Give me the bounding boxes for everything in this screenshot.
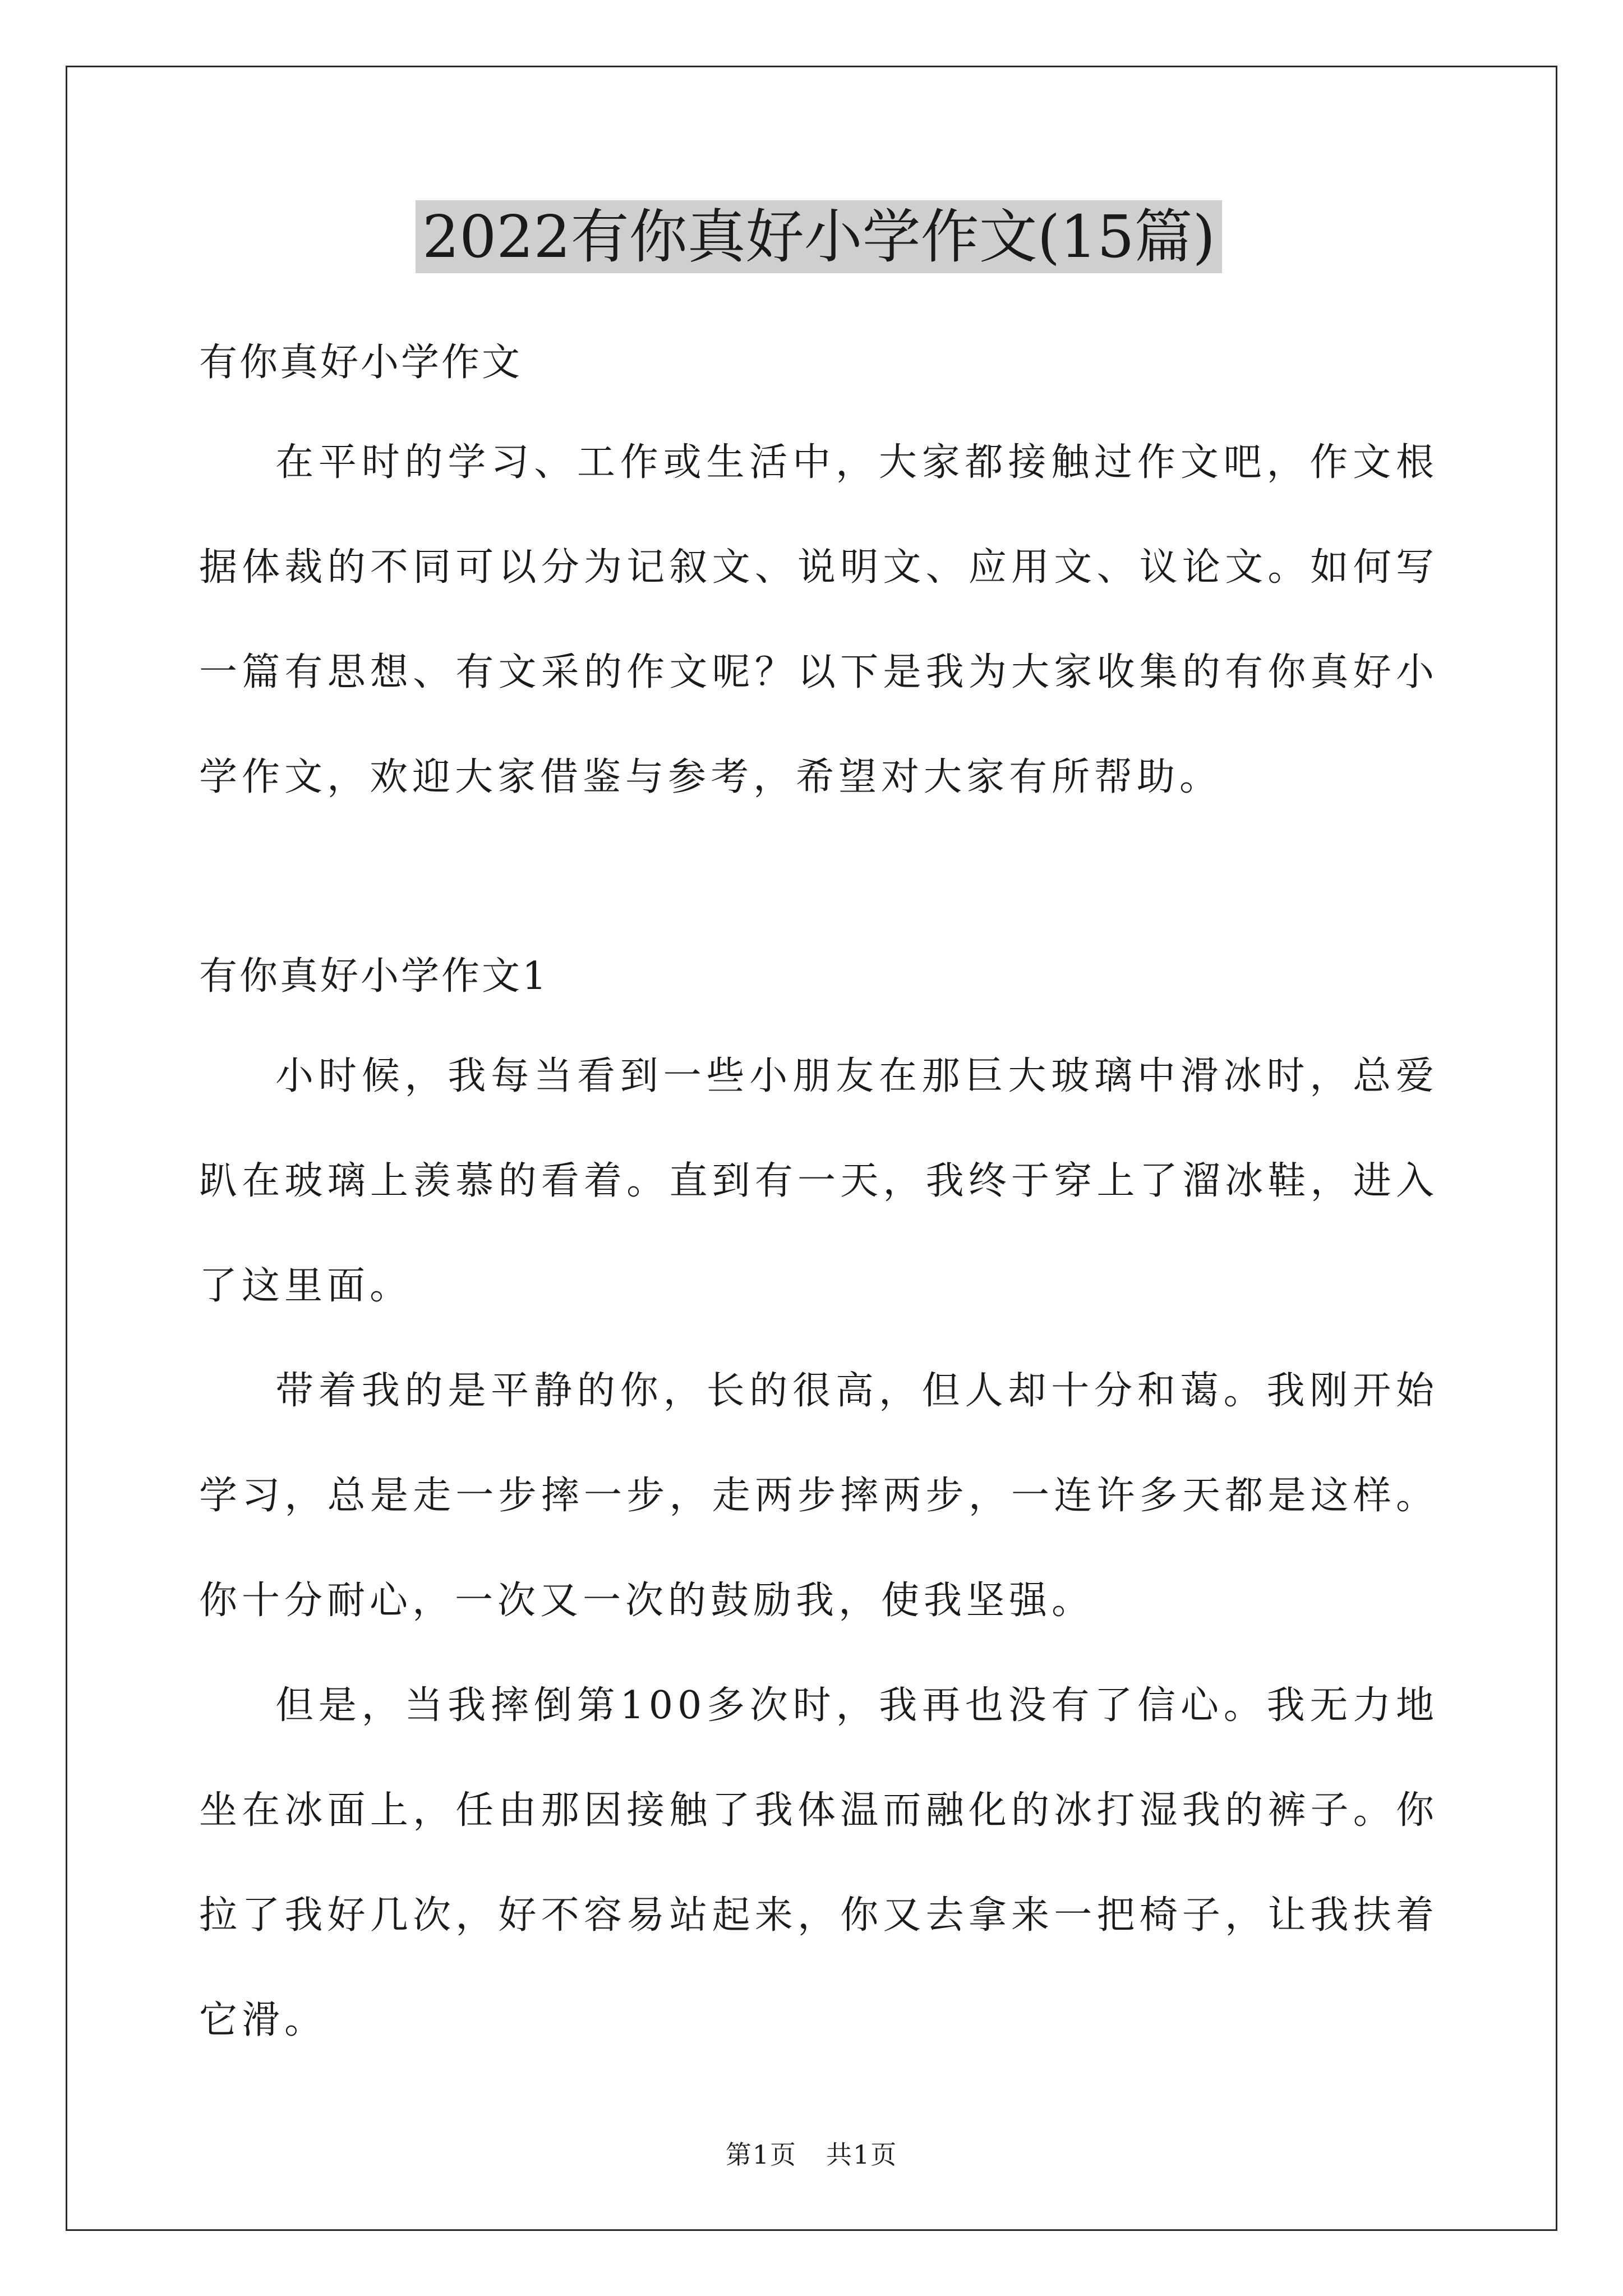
section-1-paragraph-3: 但是，当我摔倒第100多次时，我再也没有了信心。我无力地坐在冰面上，任由那因接触了我体温而融化的冰打湿我的裤子。你拉了我好几次，好不容易站起来，你又去拿来一把椅子，让我扶着它滑。 bbox=[199, 1683, 1438, 2042]
section-1-paragraph-2: 带着我的是平静的你，长的很高，但人却十分和蔼。我刚开始学习，总是走一步摔一步，走两步摔两步，一连许多天都是这样。你十分耐心，一次又一次的鼓励我，使我坚强。 bbox=[199, 1368, 1438, 1623]
page-number: 第1页 bbox=[725, 2139, 797, 2170]
intro-paragraph: 在平时的学习、工作或生活中，大家都接触过作文吧，作文根据体裁的不同可以分为记叙文、说明文、应用文、议论文。如何写一篇有思想、有文采的作文呢？以下是我为大家收集的有你真好小学作文，欢迎大家借鉴与参考，希望对大家有所帮助。 bbox=[199, 440, 1438, 799]
document-title bbox=[199, 202, 1438, 272]
section-1-heading: 有你真好小学作文1 bbox=[199, 954, 549, 999]
document-body bbox=[199, 202, 1438, 2073]
section-spacer bbox=[199, 830, 1438, 930]
document-title-text: 2022有你真好小学作文(15篇) bbox=[416, 200, 1222, 273]
page-total: 共1页 bbox=[826, 2139, 898, 2170]
section-1-paragraph-1: 小时候，我每当看到一些小朋友在那巨大玻璃中滑冰时，总爱趴在玻璃上羡慕的看着。直到有一天，我终于穿上了溜冰鞋，进入了这里面。 bbox=[199, 1053, 1438, 1308]
page-footer bbox=[0, 2134, 1623, 2171]
intro-heading: 有你真好小学作文 bbox=[199, 340, 523, 385]
